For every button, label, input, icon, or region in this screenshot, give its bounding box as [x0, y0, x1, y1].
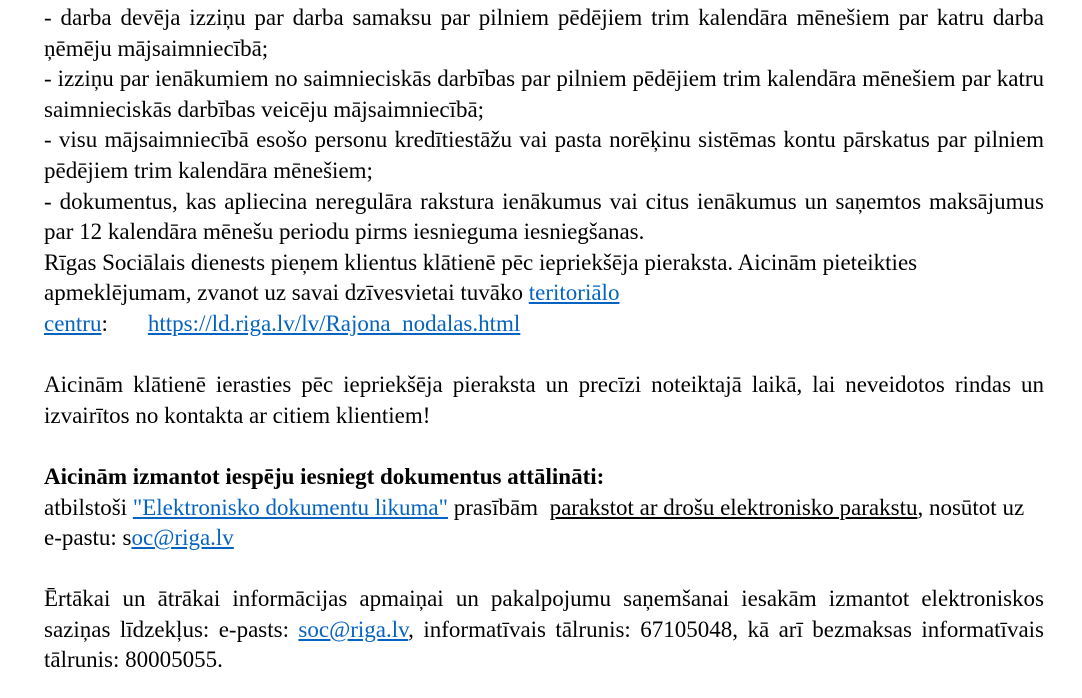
- appointment-text: Rīgas Sociālais dienests pieņem klientus klātienē pēc iepriekšēja pieraksta. Aicinām pieteikties apmeklējumam, zvanot uz savai dzīvesvietai tuvāko: [44, 249, 918, 306]
- secure-signature-text: parakstot ar drošu elektronisko parakstu: [549, 494, 918, 520]
- remote-submission-heading: Aicinām izmantot iespēju iesniegt dokumentus attālināti:: [44, 463, 605, 489]
- appointment-paragraph: [44, 248, 1044, 340]
- document-page: [44, 3, 1044, 676]
- remote-text-2: prasībām: [448, 494, 550, 520]
- contact-paragraph: [44, 584, 1044, 676]
- remote-text-3: , nosūtot uz e-pastu: s: [44, 494, 1025, 551]
- list-item-business-income: - izziņu par ienākumiem no saimnieciskās darbības par pilniem pēdējiem trim kalendāra mēnešiem par katru saimnieciskās darbības veicēju mājsaimniecībā;: [44, 66, 1044, 122]
- contact-text-2: , informatīvais tālrunis: 67105048, kā arī bezmaksas informatīvais tālrunis: 80005055.: [44, 616, 1044, 673]
- list-item-account-statements: - visu mājsaimniecībā esošo personu kredītiestāžu vai pasta norēķinu sistēmas kontu pārskatus par pilniem pēdējiem trim kalendāra mēnešiem;: [44, 127, 1044, 183]
- visit-notice-paragraph: Aicinām klātienē ierasties pēc iepriekšēja pieraksta un precīzi noteiktajā laikā, lai neveidotos rindas un izvairītos no kontakta ar citiem klientiem!: [44, 372, 1044, 428]
- territorial-center-link[interactable]: teritoriālo: [528, 280, 620, 306]
- contact-email-link[interactable]: soc@riga.lv: [298, 616, 409, 642]
- list-item-irregular-income: - dokumentus, kas apliecina neregulāra rakstura ienākumus vai citus ienākumus un saņemtos maksājumus par 12 kalendāra mēnešu periodu pirms iesnieguma iesniegšanas.: [44, 188, 1044, 245]
- remote-submission-paragraph: [44, 493, 1044, 554]
- district-offices-url-link[interactable]: https://ld.riga.lv/lv/Rajona_nodalas.html: [147, 310, 521, 336]
- list-item-salary-certificate: - darba devēja izziņu par darba samaksu par pilniem pēdējiem trim kalendāra mēnešiem par katru darba ņēmēju mājsaimniecībā;: [44, 5, 1044, 61]
- soc-email-link[interactable]: oc@riga.lv: [131, 525, 234, 551]
- territorial-center-link-cont[interactable]: centru: [44, 310, 102, 336]
- electronic-documents-law-link[interactable]: "Elektronisko dokumentu likuma": [132, 494, 448, 520]
- contact-text-1: Ērtākai un ātrākai informācijas apmaiņai un pakalpojumu saņemšanai iesakām izmantot elektroniskos saziņas līdzekļus: e-pasts:: [44, 586, 1044, 642]
- appointment-colon: :: [101, 310, 108, 336]
- remote-text-1: atbilstoši: [44, 494, 133, 520]
